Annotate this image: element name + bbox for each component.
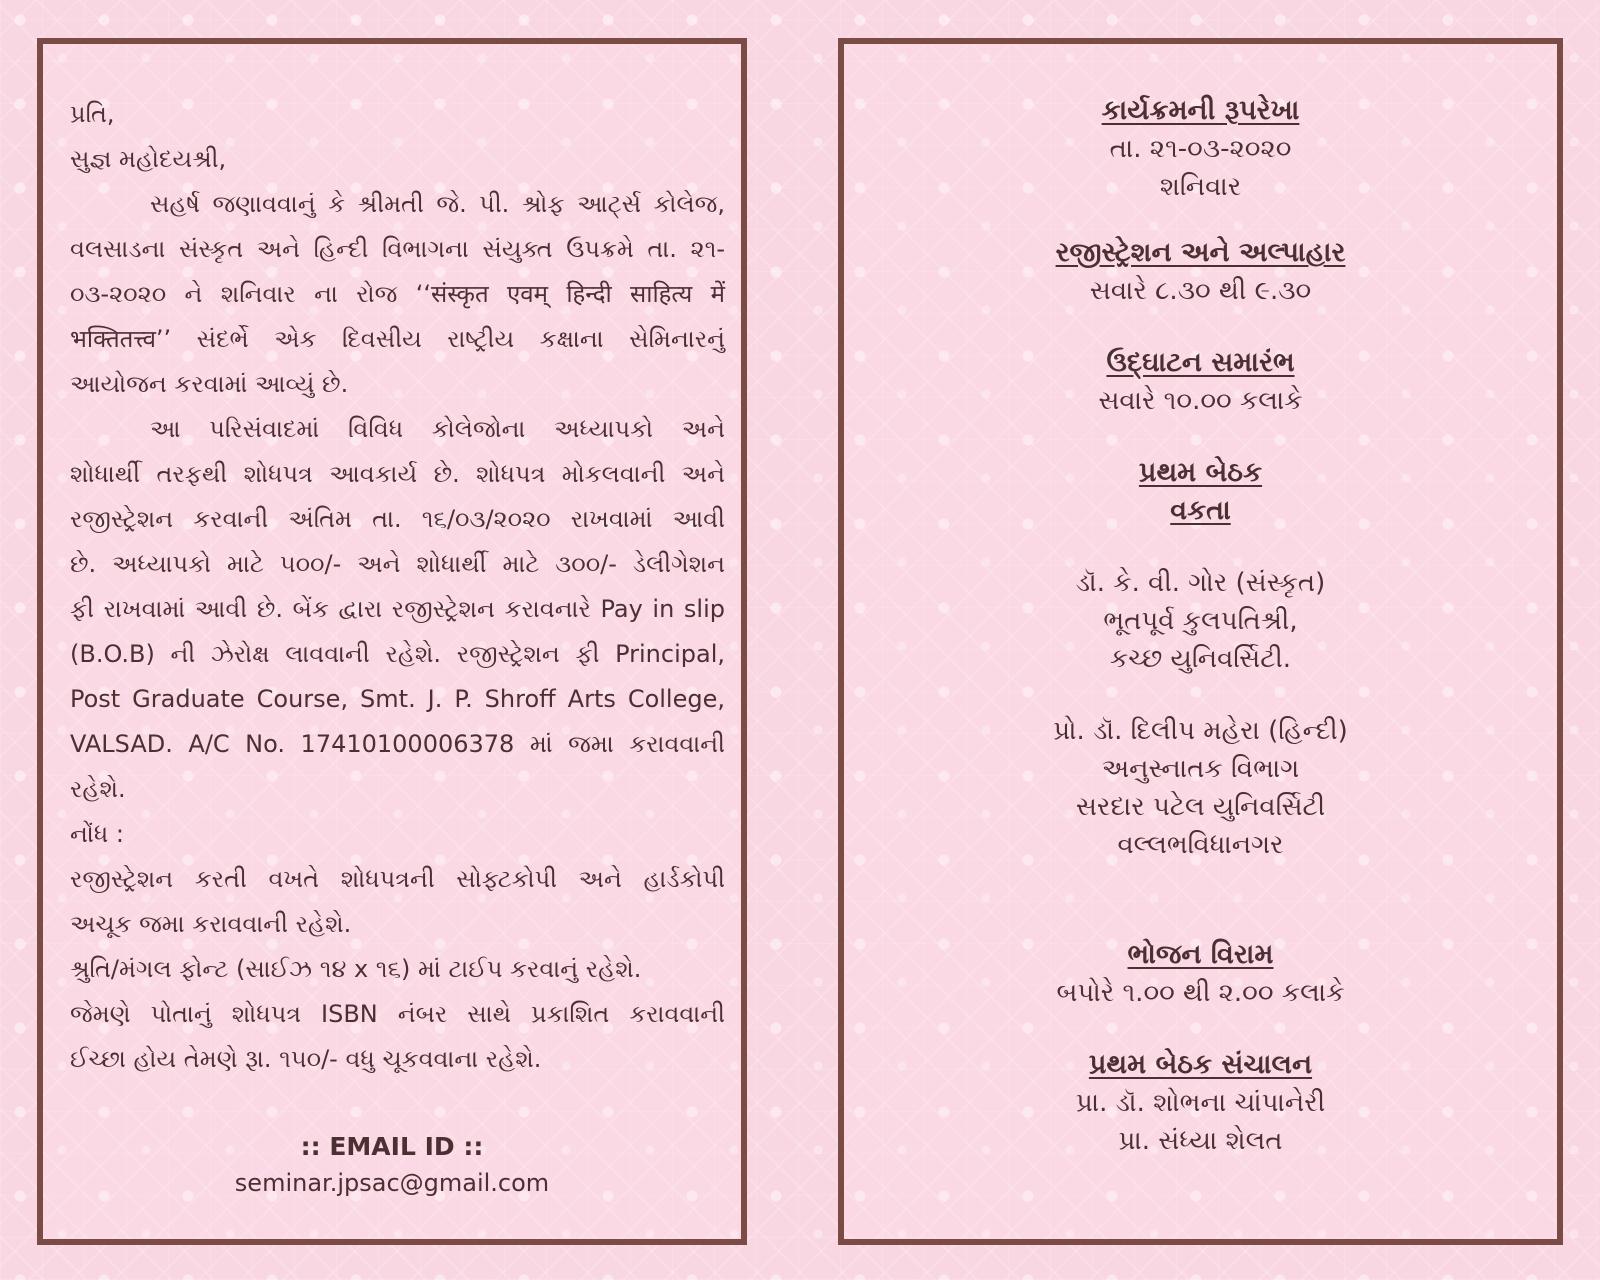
letter-line: VALSAD. A/C No. 17410100006378 માં જમા કરાવવાની — [70, 730, 725, 758]
spacer — [844, 310, 1557, 344]
letter-line: રજીસ્ટ્રેશન કરવાની અંતિમ તા. ૧૬/૦૩/૨૦૨૦ રાખવામાં આવી — [70, 505, 725, 533]
email-label: :: EMAIL ID :: — [300, 1132, 484, 1161]
letter-line: ૦૩-૨૦૨૦ ને શનિવાર ના રોજ ‘‘संस्कृत एवम् हिन्दी साहित्य में — [70, 280, 725, 308]
event-date: તા. ૨૧-૦૩-૨૦૨૦ — [1109, 134, 1292, 164]
letter-line: ઈચ્છા હોય તેમણે રૂા. ૧૫૦/- વધુ ચૂકવવાના રહેશે. — [70, 1045, 542, 1073]
event-day: શનિવાર — [1159, 172, 1242, 202]
letter-line: સહર્ષ જણાવવાનું કે શ્રીમતી જે. પી. શ્રોફ આર્ટ્સ કોલેજ, — [150, 190, 725, 218]
lunch-time: બપોરે ૧.૦૦ થી ૨.૦૦ કલાકે — [1056, 978, 1345, 1008]
letter-line: આયોજન કરવામાં આવ્યું છે. — [70, 370, 349, 398]
registration-title: રજીસ્ટ્રેશન અને અલ્પાહાર — [1055, 237, 1346, 268]
note-heading: નોંધ : — [70, 820, 124, 848]
speaker-2-line: પ્રો. ડૉ. દિલીપ મહેરા (હિન્દી) — [1053, 716, 1348, 746]
speaker-2-line: અનુસ્નાતક વિભાગ — [1101, 754, 1300, 784]
first-session-title: પ્રથમ બેઠક — [1138, 457, 1263, 488]
session-host: પ્રા. ડૉ. શોભના ચાંપાનેરી — [1075, 1088, 1326, 1118]
letter-line: અચૂક જમા કરાવવાની રહેશે. — [70, 910, 352, 938]
speaker-2-line: વલ્લભવિધાનગર — [1117, 830, 1284, 860]
spacer — [844, 206, 1557, 234]
letter-line: છે. અધ્યાપકો માટે ૫૦૦/- અને શોધાર્થી માટે ૩૦૦/- ડેલીગેશન — [70, 550, 725, 578]
speaker-1-line: ડૉ. કે. વી. ગોર (સંસ્કૃત) — [1075, 568, 1326, 598]
session-host: પ્રા. સંધ્યા શેલત — [1118, 1126, 1283, 1156]
spacer — [844, 420, 1557, 454]
spacer — [844, 864, 1557, 936]
letter-line: રજીસ્ટ્રેશન કરતી વખતે શોધપત્રની સોફ્ટકોપી અને હાર્ડકોપી — [70, 865, 725, 893]
letter-line: પ્રતિ, — [70, 100, 115, 128]
email-address: seminar.jpsac@gmail.com — [234, 1169, 550, 1197]
lunch-title: ભોજન વિરામ — [1127, 939, 1274, 970]
letter-line: भक्तितत्त्व’’ સંદર્ભે એક દિવસીય રાષ્ટ્રીય કક્ષાના સેમિનારનું — [70, 325, 725, 353]
outline-title: કાર્યક્રમની રૂપરેખા — [1101, 95, 1300, 126]
speaker-2-line: સરદાર પટેલ યુનિવર્સિટી — [1075, 792, 1326, 822]
spacer — [844, 1012, 1557, 1046]
email-footer — [43, 1129, 741, 1201]
letter-line: આ પરિસંવાદમાં વિવિધ કોલેજોના અધ્યાપકો અને — [150, 415, 725, 443]
session-host-title: પ્રથમ બેઠક સંચાલન — [1088, 1049, 1313, 1080]
letter-line: (B.O.B) ની ઝેરોક્ષ લાવવાની રહેશે. રજીસ્ટ્રેશન ફી Principal, — [70, 640, 725, 668]
letter-text-block — [70, 92, 725, 1082]
letter-line: વલસાડના સંસ્કૃત અને હિન્દી વિભાગના સંયુક્ત ઉપક્રમે તા. ૨૧- — [70, 235, 725, 263]
invitation-letter-panel — [37, 38, 747, 1245]
letter-line: જેમણે પોતાનું શોધપત્ર ISBN નંબર સાથે પ્રકાશિત કરાવવાની — [70, 1000, 725, 1028]
inauguration-title: ઉદ્‌ઘાટન સમારંભ — [1106, 347, 1295, 378]
letter-line: ફી રાખવામાં આવી છે. બેંક દ્વારા રજીસ્ટ્રેશન કરાવનારે Pay in slip — [70, 595, 725, 623]
program-outline — [844, 92, 1557, 1160]
program-outline-panel — [838, 38, 1563, 1245]
spacer — [844, 678, 1557, 712]
inauguration-time: સવારે ૧૦.૦૦ કલાકે — [1098, 386, 1303, 416]
speaker-1-line: કચ્છ યુનિવર્સિટી. — [1109, 644, 1292, 674]
letter-line: શોધાર્થી તરફથી શોધપત્ર આવકાર્ય છે. શોધપત્ર મોકલવાની અને — [70, 460, 725, 488]
letter-line: Post Graduate Course, Smt. J. P. Shroff Arts College, — [70, 685, 725, 713]
speaker-title: વકતા — [1170, 495, 1231, 526]
registration-time: સવારે ૮.૩૦ થી ૯.૩૦ — [1089, 276, 1312, 306]
letter-line: સુજ્ઞ મહોદયશ્રી, — [70, 145, 227, 173]
letter-line: રહેશે. — [70, 775, 126, 803]
letter-line: શ્રુતિ/મંગલ ફોન્ટ (સાઈઝ ૧૪ x ૧૬) માં ટાઈપ કરવાનું રહેશે. — [70, 955, 642, 983]
spacer — [844, 530, 1557, 564]
speaker-1-line: ભૂતપૂર્વ કુલપતિશ્રી, — [1103, 606, 1298, 636]
